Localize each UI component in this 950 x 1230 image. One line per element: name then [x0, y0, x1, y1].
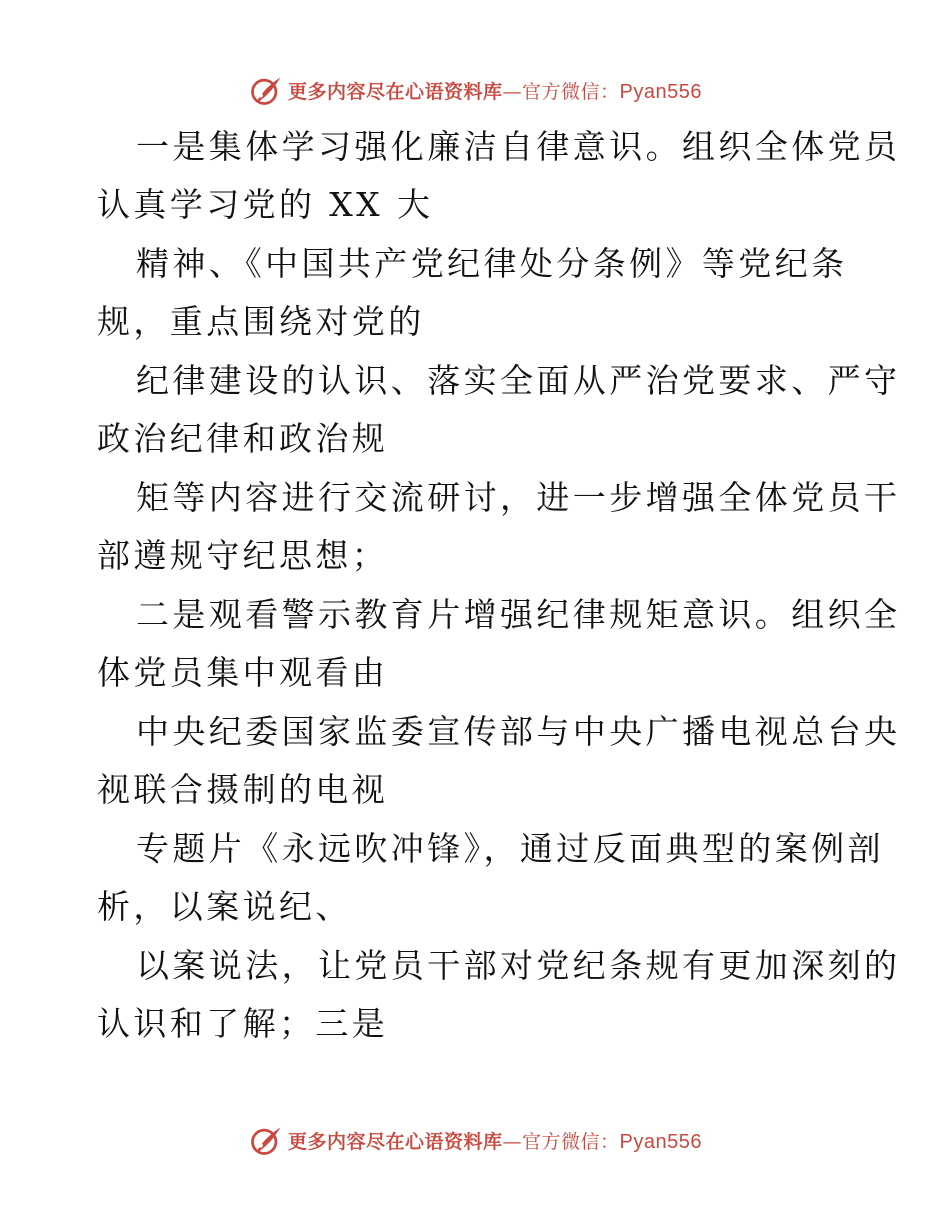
paragraph-line: 认真学习党的 XX 大	[97, 185, 434, 224]
watermark-wechat-handle: Pyan556	[619, 80, 702, 103]
paragraph-line: 析，以案说纪、	[97, 887, 352, 926]
watermark-separator: —	[502, 1130, 523, 1153]
watermark-separator: —	[502, 80, 523, 103]
paragraph-line: 二是观看警示教育片增强纪律规矩意识。组织全	[136, 595, 901, 634]
footer-watermark	[0, 1120, 950, 1160]
paragraph-line: 政治纪律和政治规	[97, 419, 389, 458]
watermark-brand-text: 更多内容尽在心语资料库	[288, 1130, 503, 1153]
quill-pen-logo-icon	[248, 1122, 284, 1158]
paragraph-line: 以案说法，让党员干部对党纪条规有更加深刻的	[136, 946, 901, 985]
paragraph-line: 认识和了解；三是	[97, 1004, 389, 1043]
watermark-brand-text: 更多内容尽在心语资料库	[288, 80, 503, 103]
header-watermark	[0, 70, 950, 110]
watermark-wechat-label: 官方微信：	[522, 80, 620, 103]
paragraph-line: 部遵规守纪思想；	[97, 536, 389, 575]
paragraph-line: 精神、《中国共产党纪律处分条例》等党纪条	[136, 244, 848, 283]
paragraph-line: 一是集体学习强化廉洁自律意识。组织全体党员	[136, 127, 901, 166]
paragraph-line: 规，重点围绕对党的	[97, 302, 425, 341]
paragraph-line: 视联合摄制的电视	[97, 770, 389, 809]
watermark-wechat-label: 官方微信：	[522, 1130, 620, 1153]
watermark-wechat-handle: Pyan556	[619, 1130, 702, 1153]
paragraph-line: 中央纪委国家监委宣传部与中央广播电视总台央	[136, 712, 901, 751]
paragraph-line: 专题片《永远吹冲锋》，通过反面典型的案例剖	[136, 829, 884, 868]
quill-pen-logo-icon	[248, 72, 284, 108]
paragraph-line: 体党员集中观看由	[97, 653, 389, 692]
paragraph-line: 矩等内容进行交流研讨，进一步增强全体党员干	[136, 478, 901, 517]
paragraph-line: 纪律建设的认识、落实全面从严治党要求、严守	[136, 361, 901, 400]
